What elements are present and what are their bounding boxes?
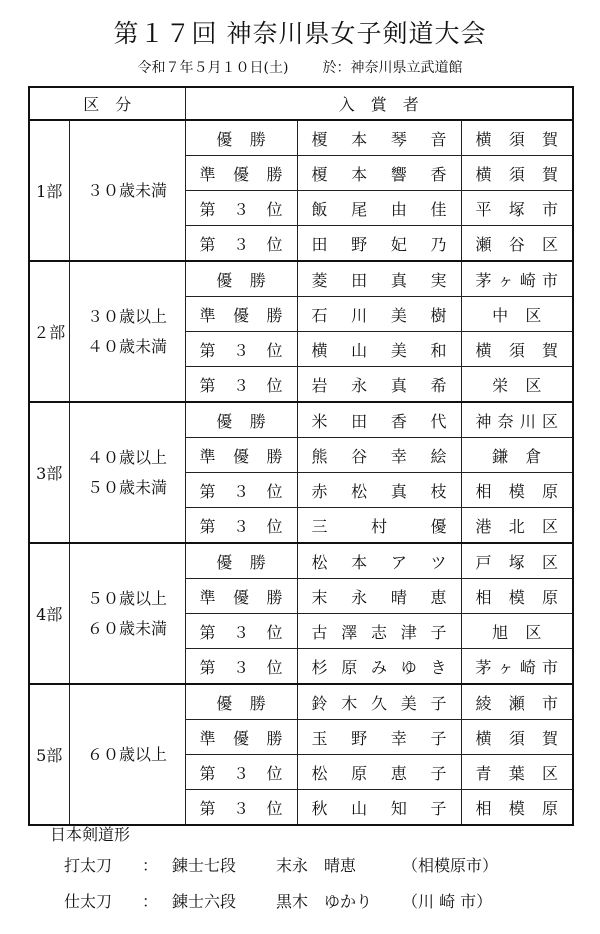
city-cell — [461, 297, 573, 332]
rank-text: 第 ３ 位 — [199, 199, 283, 219]
rank-cell — [185, 402, 297, 438]
city-cell — [461, 614, 573, 649]
kata-name: 黒木 ゆかり — [276, 892, 373, 911]
name-cell — [297, 367, 461, 403]
city-cell — [461, 156, 573, 191]
rank-cell — [185, 261, 297, 297]
rank-text: 第 ３ 位 — [199, 375, 283, 395]
kata-grade: 錬士七段 — [172, 856, 237, 875]
city-text: 相 模 原 — [475, 798, 558, 818]
rank-text: 準 優 勝 — [199, 446, 283, 466]
name-cell — [297, 508, 461, 544]
name-text: 横 山 美 和 — [311, 340, 447, 360]
rank-cell — [185, 120, 297, 156]
age-range — [69, 120, 185, 261]
rank-cell — [185, 438, 297, 473]
age-range-line: ４０歳以上 — [87, 447, 168, 467]
rank-text: 準 優 勝 — [199, 587, 283, 607]
name-text: 松 本 ア ツ — [311, 552, 447, 572]
rank-text: 第 ３ 位 — [199, 798, 283, 818]
city-cell — [461, 579, 573, 614]
results-body — [29, 120, 573, 825]
rank-text: 第 ３ 位 — [199, 481, 283, 501]
kata-colon: ： — [142, 892, 159, 911]
name-text: 玉 野 幸 子 — [311, 728, 447, 748]
city-cell — [461, 720, 573, 755]
table-row — [29, 402, 573, 438]
name-cell — [297, 120, 461, 156]
rank-cell — [185, 684, 297, 720]
age-range-line: ５０歳未満 — [87, 477, 168, 497]
age-range-line: ５０歳以上 — [87, 588, 168, 608]
rank-cell — [185, 226, 297, 262]
rank-text: 第 ３ 位 — [199, 763, 283, 783]
kata-grade: 錬士六段 — [172, 892, 237, 911]
city-cell — [461, 402, 573, 438]
city-text: 青 葉 区 — [475, 763, 558, 783]
city-text: 横 須 賀 — [475, 728, 558, 748]
age-range-line: ３０歳未満 — [87, 180, 168, 200]
table-row — [29, 684, 573, 720]
results-table — [28, 86, 574, 826]
page-title: 第１７回 神奈川県女子剣道大会 — [113, 19, 487, 48]
age-range-line: ６０歳以上 — [87, 744, 168, 764]
city-text: 綾 瀬 市 — [475, 693, 558, 713]
rank-cell — [185, 543, 297, 579]
city-cell — [461, 790, 573, 826]
name-text: 菱 田 真 実 — [311, 270, 447, 290]
rank-text: 準 優 勝 — [199, 305, 283, 325]
kata-name: 末永 晴恵 — [276, 856, 357, 875]
rank-cell — [185, 367, 297, 403]
name-text: 石 川 美 樹 — [311, 305, 447, 325]
rank-cell — [185, 579, 297, 614]
city-cell — [461, 261, 573, 297]
rank-cell — [185, 156, 297, 191]
name-text: 松 原 恵 子 — [311, 763, 447, 783]
rank-cell — [185, 191, 297, 226]
name-text: 古 澤 志 津 子 — [311, 622, 447, 642]
city-text: 横 須 賀 — [475, 129, 558, 149]
city-cell — [461, 226, 573, 262]
name-text: 米 田 香 代 — [311, 411, 447, 431]
rank-cell — [185, 720, 297, 755]
name-text: 榎 本 琴 音 — [311, 129, 447, 149]
table-row — [29, 261, 573, 297]
city-text: 横 須 賀 — [475, 340, 558, 360]
rank-text: 第 ３ 位 — [199, 657, 283, 677]
name-cell — [297, 191, 461, 226]
rank-text: 第 ３ 位 — [199, 622, 283, 642]
name-text: 田 野 妃 乃 — [311, 234, 447, 254]
age-range-line: ４０歳未満 — [87, 336, 168, 356]
rank-text: 準 優 勝 — [199, 728, 283, 748]
age-range — [69, 402, 185, 543]
city-cell — [461, 473, 573, 508]
table-header-row — [29, 87, 573, 120]
name-cell — [297, 720, 461, 755]
kata-heading: 日本剣道形 — [50, 825, 131, 844]
city-text: 戸 塚 区 — [475, 552, 558, 572]
rank-text: 第 ３ 位 — [199, 234, 283, 254]
name-text: 鈴 木 久 美 子 — [311, 693, 447, 713]
city-text: 茅 ヶ 崎 市 — [475, 270, 558, 290]
name-cell — [297, 473, 461, 508]
division-label: 5部 — [29, 684, 69, 825]
table-row — [29, 120, 573, 156]
name-text: 榎 本 響 香 — [311, 164, 447, 184]
event-date: 令和７年５月１０日(土) — [137, 60, 289, 76]
city-cell — [461, 543, 573, 579]
name-cell — [297, 649, 461, 685]
name-cell — [297, 297, 461, 332]
name-cell — [297, 226, 461, 262]
city-text: 茅 ヶ 崎 市 — [475, 657, 558, 677]
header-category: 区 分 — [29, 87, 185, 120]
name-cell — [297, 261, 461, 297]
kata-city: （川 崎 市） — [402, 892, 493, 911]
name-text: 秋 山 知 子 — [311, 798, 447, 818]
name-cell — [297, 755, 461, 790]
rank-text: 第 ３ 位 — [199, 516, 283, 536]
rank-text: 第 ３ 位 — [199, 340, 283, 360]
city-text: 港 北 区 — [475, 516, 558, 536]
event-venue: 於：神奈川県立武道館 — [322, 60, 463, 76]
city-text: 相 模 原 — [475, 587, 558, 607]
name-text: 岩 永 真 希 — [311, 375, 447, 395]
age-range — [69, 684, 185, 825]
city-text: 瀬 谷 区 — [475, 234, 558, 254]
rank-cell — [185, 473, 297, 508]
city-text: 横 須 賀 — [475, 164, 558, 184]
rank-cell — [185, 614, 297, 649]
name-cell — [297, 402, 461, 438]
rank-cell — [185, 332, 297, 367]
rank-cell — [185, 508, 297, 544]
city-text: 平 塚 市 — [475, 199, 558, 219]
city-cell — [461, 684, 573, 720]
city-cell — [461, 332, 573, 367]
kata-role: 打太刀 — [64, 856, 113, 875]
name-cell — [297, 438, 461, 473]
city-text: 旭 区 — [492, 622, 542, 642]
name-text: 飯 尾 由 佳 — [311, 199, 447, 219]
name-cell — [297, 156, 461, 191]
city-text: 神 奈 川 区 — [475, 411, 558, 431]
division-label: 1部 — [29, 120, 69, 261]
name-cell — [297, 614, 461, 649]
rank-text: 優 勝 — [216, 411, 266, 431]
name-text: 熊 谷 幸 絵 — [311, 446, 447, 466]
kata-role: 仕太刀 — [64, 892, 113, 911]
city-text: 相 模 原 — [475, 481, 558, 501]
city-text: 中 区 — [492, 305, 542, 325]
name-cell — [297, 684, 461, 720]
name-text: 末 永 晴 恵 — [311, 587, 447, 607]
city-cell — [461, 755, 573, 790]
name-cell — [297, 579, 461, 614]
age-range-line: ６０歳未満 — [87, 618, 168, 638]
rank-text: 優 勝 — [216, 693, 266, 713]
event-info — [0, 57, 600, 77]
table-row — [29, 543, 573, 579]
city-cell — [461, 438, 573, 473]
city-cell — [461, 120, 573, 156]
rank-text: 優 勝 — [216, 552, 266, 572]
rank-cell — [185, 755, 297, 790]
city-text: 鎌 倉 — [492, 446, 542, 466]
rank-cell — [185, 649, 297, 685]
name-text: 赤 松 真 枝 — [311, 481, 447, 501]
age-range-line: ３０歳以上 — [87, 306, 168, 326]
city-cell — [461, 508, 573, 544]
rank-text: 優 勝 — [216, 270, 266, 290]
kata-colon: ： — [142, 856, 159, 875]
age-range — [69, 261, 185, 402]
kata-city: （相模原市） — [402, 856, 499, 875]
division-label: 4部 — [29, 543, 69, 684]
rank-cell — [185, 297, 297, 332]
age-range — [69, 543, 185, 684]
city-cell — [461, 367, 573, 403]
name-text: 三 村 優 — [311, 516, 447, 536]
city-cell — [461, 649, 573, 685]
rank-text: 優 勝 — [216, 129, 266, 149]
city-cell — [461, 191, 573, 226]
city-text: 栄 区 — [492, 375, 542, 395]
division-label: 3部 — [29, 402, 69, 543]
rank-cell — [185, 790, 297, 826]
name-cell — [297, 332, 461, 367]
division-label: ２部 — [29, 261, 69, 402]
name-text: 杉 原 み ゆ き — [311, 657, 447, 677]
name-cell — [297, 543, 461, 579]
name-cell — [297, 790, 461, 826]
rank-text: 準 優 勝 — [199, 164, 283, 184]
header-winners: 入 賞 者 — [185, 87, 573, 120]
